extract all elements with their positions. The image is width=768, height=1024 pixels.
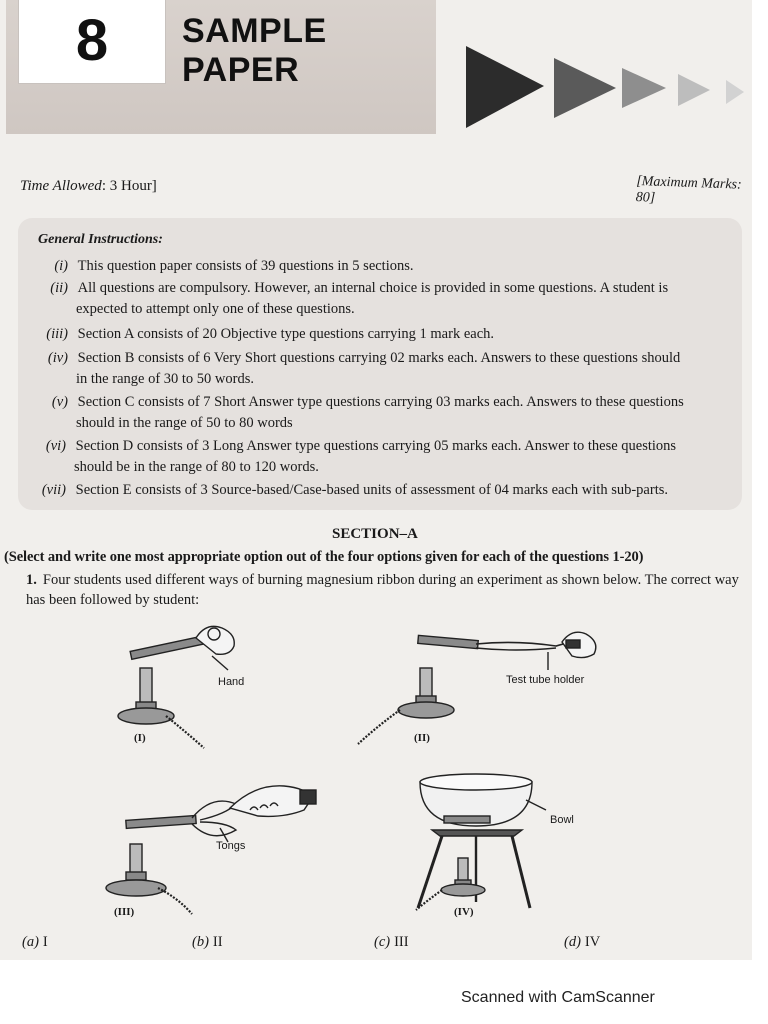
option-a: (a) I [22,934,48,950]
arrow-1 [466,46,544,128]
time-value: : 3 Hour] [101,178,157,194]
arrow-5 [726,80,744,104]
setup-iii [106,786,316,914]
label-setup-3: (III) [114,906,135,918]
label-hand: Hand [218,676,245,688]
instruction-item: (vii) Section E consists of 3 Source-based/Case-based units of assessment of 04 marks each with sub-parts. [41,482,668,498]
instruction-item: (iii) Section A consists of 20 Objective type questions carrying 1 mark each. [46,326,495,342]
label-setup-2: (II) [414,732,430,744]
instruction-item: (v) Section C consists of 7 Short Answer type questions carrying 03 marks each. Answers to these questions should in the range of 50 to 80 words [51,394,684,431]
option-c: (c) III [374,934,409,950]
label-setup-1: (I) [134,732,146,744]
arrow-2 [554,58,616,118]
setup-ii [358,632,596,744]
max-marks: [Maximum Marks: 80] [635,173,742,206]
instruction-item: (i) This question paper consists of 39 questions in 5 sections. [54,258,414,274]
instructions-title: General Instructions: [38,232,163,247]
general-instructions-box [18,218,742,510]
label-tongs: Tongs [216,840,246,852]
section-instruction: (Select and write one most appropriate option out of the four options given for each of the questions 1-20) [4,549,644,565]
arrow-3 [622,68,666,108]
section-heading: SECTION–A [332,526,418,542]
arrow-4 [678,74,710,106]
setup-iv [416,774,546,910]
instruction-item: (ii) All questions are compulsory. However, an internal choice is provided in some questions. A student is expected to attempt only one of these questions. [50,280,669,317]
option-b: (b) II [192,934,223,950]
setup-i [118,626,234,748]
question-1 [26,570,742,610]
time-label: Time Allowed [20,178,102,194]
camscanner-watermark: Scanned with CamScanner [461,989,655,1006]
instruction-item: (iv) Section B consists of 6 Very Short questions carrying 02 marks each. Answers to these questions should in the range of 30 to 50 words. [47,350,681,387]
label-setup-4: (IV) [454,906,474,918]
time-allowed [20,178,157,195]
decorative-arrows-icon [462,44,752,134]
question-number: 1. [26,572,37,588]
label-test-tube-holder: Test tube holder [506,674,585,686]
option-d: (d) IV [564,934,601,950]
paper-number-box [18,0,166,84]
experiment-illustration [100,612,660,932]
paper-title: SAMPLE PAPER [182,12,327,89]
experiment-figure [100,612,660,932]
paper-number: 8 [75,7,109,73]
question-text: Four students used different ways of burning magnesium ribbon during an experiment as shown below. The correct way has been followed by student: [26,572,739,608]
instruction-item: (vi) Section D consists of 3 Long Answer type questions carrying 05 marks each. Answer to these questions should be in the range of 80 to 120 words. [45,438,677,475]
label-bowl: Bowl [550,814,574,826]
header-band [6,0,436,134]
